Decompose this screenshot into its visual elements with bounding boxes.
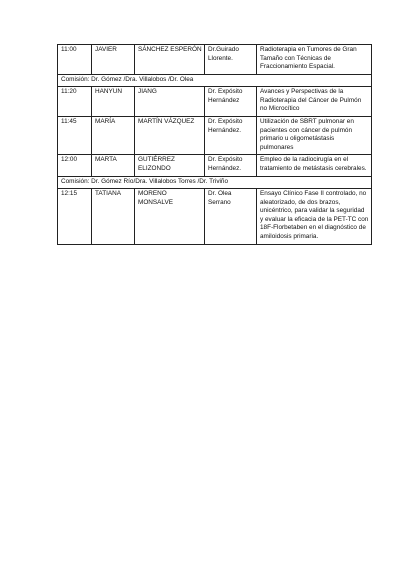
director-cell: Dr. Expósito Hernández	[205, 87, 257, 117]
time-cell: 12:15	[58, 188, 92, 244]
first-name-cell: MARÍA	[92, 116, 135, 154]
first-name-cell: HANYUN	[92, 87, 135, 117]
first-name-cell: JAVIER	[92, 45, 135, 75]
commission-cell: Comisión: Dr. Gómez /Dra. Villalobos /Dr. Olea	[58, 74, 372, 86]
commission-row	[58, 74, 372, 86]
table-row	[58, 87, 372, 117]
director-cell: Dr. Expósito Hernández.	[205, 155, 257, 176]
director-cell: Dr.Guirado Llorente.	[205, 45, 257, 75]
time-cell: 11:00	[58, 45, 92, 75]
time-cell: 12:00	[58, 155, 92, 176]
table-row	[58, 155, 372, 176]
title-cell: Radioterapia en Tumores de Gran Tamaño con Técnicas de Fraccionamiento Espacial.	[257, 45, 372, 75]
first-name-cell: MARTA	[92, 155, 135, 176]
time-cell: 11:45	[58, 116, 92, 154]
last-name-cell: SÁNCHEZ ESPERÓN	[135, 45, 205, 75]
director-cell: Dr. Olea Serrano	[205, 188, 257, 244]
title-cell: Empleo de la radiocirugía en el tratamiento de metástasis cerebrales.	[257, 155, 372, 176]
table-row	[58, 188, 372, 244]
last-name-cell: JIANG	[135, 87, 205, 117]
schedule-table	[57, 44, 372, 245]
title-cell: Ensayo Clínico Fase II controlado, no aleatorizado, de dos brazos, unicéntrico, para validar la seguridad y evaluar la eficacia de la PET-TC con 18F-Florbetaben en el diagnóstico de amiloidosis primaria.	[257, 188, 372, 244]
first-name-cell: TATIANA	[92, 188, 135, 244]
commission-cell: Comisión: Dr. Gómez Río/Dra. Villalobos Torres /Dr. Triviño	[58, 176, 372, 188]
title-cell: Utilización de SBRT pulmonar en pacientes con cáncer de pulmón primario u oligometástasis pulmonares	[257, 116, 372, 154]
commission-row	[58, 176, 372, 188]
table-row	[58, 116, 372, 154]
last-name-cell: MARTÍN VÁZQUEZ	[135, 116, 205, 154]
director-cell: Dr. Expósito Hernández.	[205, 116, 257, 154]
time-cell: 11:20	[58, 87, 92, 117]
last-name-cell: MORENO MONSALVE	[135, 188, 205, 244]
table-row	[58, 45, 372, 75]
last-name-cell: GUTIÉRREZ ELIZONDO	[135, 155, 205, 176]
title-cell: Avances y Perspectivas de la Radioterapia del Cáncer de Pulmón no Microcítico	[257, 87, 372, 117]
